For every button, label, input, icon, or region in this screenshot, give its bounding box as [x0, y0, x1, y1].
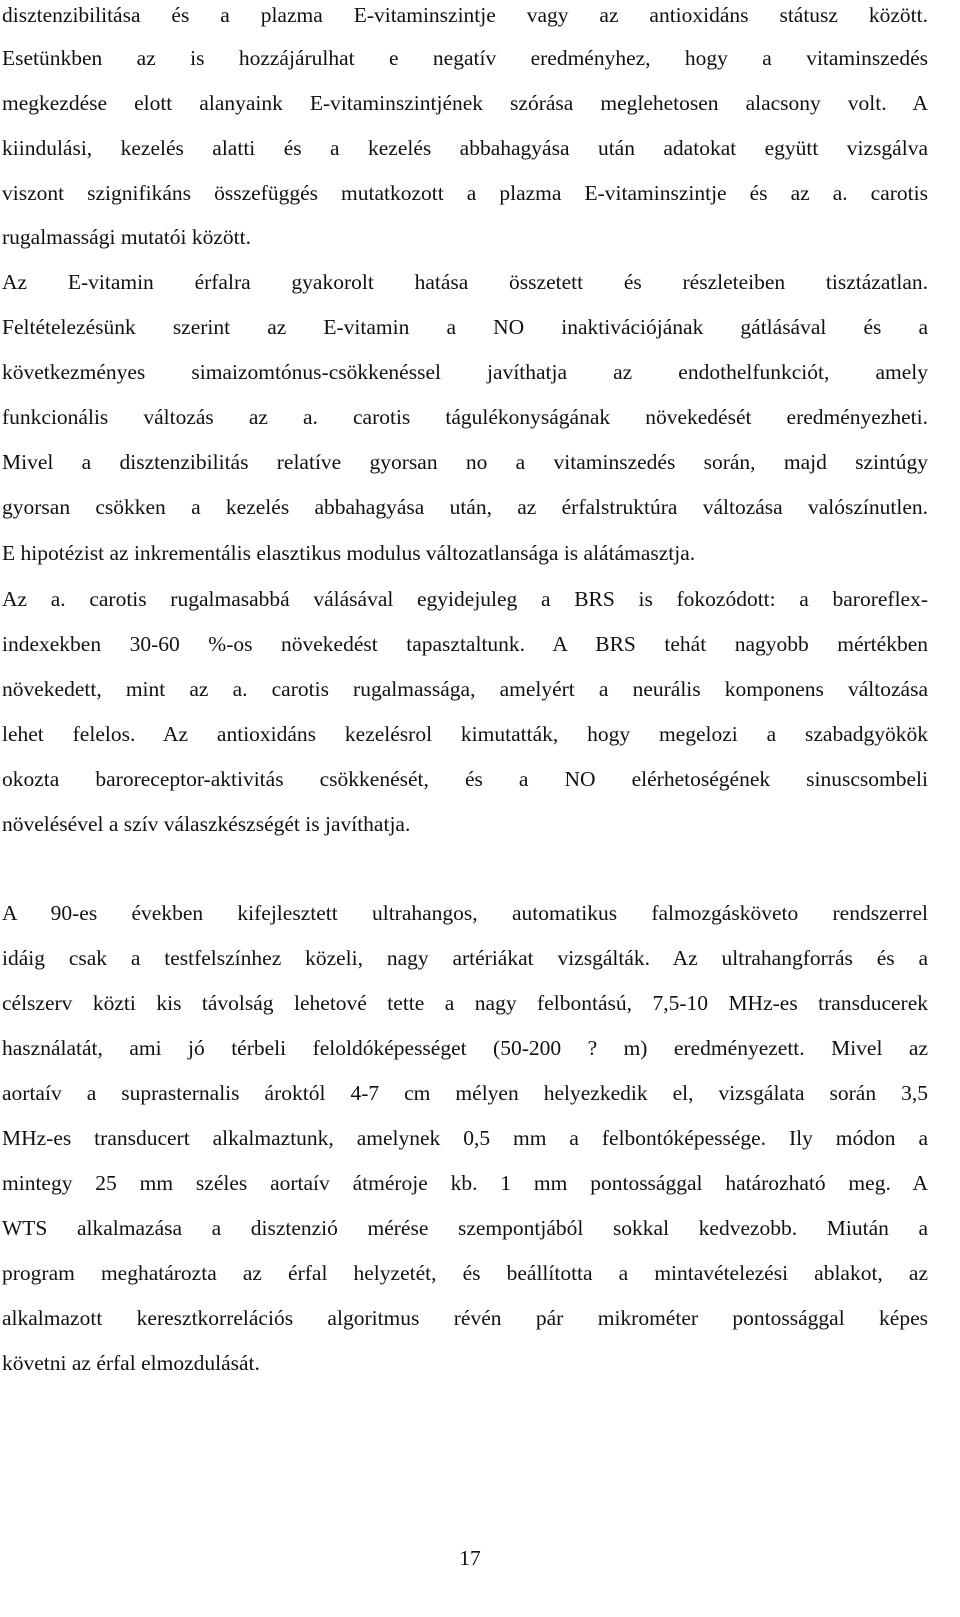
text-line: gyorsan csökken a kezelés abbahagyása után, az érfalstruktúra változása valószínutlen. [2, 495, 928, 519]
text-line: Mivel a disztenzibilitás relatíve gyorsan no a vitaminszedés során, majd szintúgy [2, 450, 928, 474]
text-line: E hipotézist az inkrementális elasztikus modulus változatlansága is alátámasztja. [2, 541, 696, 565]
text-line: követni az érfal elmozdulását. [2, 1351, 260, 1375]
text-line: következményes simaizomtónus-csökkenéssel javíthatja az endothelfunkciót, amely [2, 360, 928, 384]
text-line: kiindulási, kezelés alatti és a kezelés abbahagyása után adatokat együtt vizsgálva [2, 136, 928, 160]
text-line: mintegy 25 mm széles aortaív átméroje kb. 1 mm pontossággal határozható meg. A [2, 1171, 928, 1195]
text-line: Esetünkben az is hozzájárulhat e negatív eredményhez, hogy a vitaminszedés [2, 46, 928, 70]
text-line: növelésével a szív válaszkészségét is javíthatja. [2, 812, 411, 836]
text-line: indexekben 30-60 %-os növekedést tapasztaltunk. A BRS tehát nagyobb mértékben [2, 632, 928, 656]
text-line: növekedett, mint az a. carotis rugalmassága, amelyért a neurális komponens változása [2, 677, 928, 701]
text-line: idáig csak a testfelszínhez közeli, nagy artériákat vizsgálták. Az ultrahangforrás és a [2, 946, 928, 970]
text-line: Az E-vitamin érfalra gyakorolt hatása összetett és részleteiben tisztázatlan. [2, 270, 928, 294]
text-line: rugalmassági mutatói között. [2, 225, 251, 249]
text-line: okozta baroreceptor-aktivitás csökkenését, és a NO elérhetoségének sinuscsombeli [2, 767, 928, 791]
text-line: célszerv közti kis távolság lehetové tette a nagy felbontású, 7,5-10 MHz-es transducerek [2, 991, 928, 1015]
text-line: megkezdése elott alanyaink E-vitaminszintjének szórása meglehetosen alacsony volt. A [2, 91, 928, 115]
text-line: Az a. carotis rugalmasabbá válásával egyidejuleg a BRS is fokozódott: a baroreflex- [2, 587, 928, 611]
text-line: WTS alkalmazása a disztenzió mérése szempontjából sokkal kedvezobb. Miután a [2, 1216, 928, 1240]
page-number: 17 [459, 1546, 481, 1570]
text-line: viszont szignifikáns összefüggés mutatkozott a plazma E-vitaminszintje és az a. carotis [2, 181, 928, 205]
text-line: Feltételezésünk szerint az E-vitamin a NO inaktivációjának gátlásával és a [2, 315, 928, 339]
text-line: lehet felelos. Az antioxidáns kezelésrol kimutatták, hogy megelozi a szabadgyökök [2, 722, 928, 746]
text-line: aortaív a suprasternalis ároktól 4-7 cm mélyen helyezkedik el, vizsgálata során 3,5 [2, 1081, 928, 1105]
text-line: használatát, ami jó térbeli feloldóképességet (50-200 ? m) eredményezett. Mivel az [2, 1036, 928, 1060]
text-line: A 90-es években kifejlesztett ultrahangos, automatikus falmozgásköveto rendszerrel [2, 901, 928, 925]
text-line: disztenzibilitása és a plazma E-vitaminszintje vagy az antioxidáns státusz között. [2, 3, 928, 27]
text-line: program meghatározta az érfal helyzetét, és beállította a mintavételezési ablakot, az [2, 1261, 928, 1285]
text-line: MHz-es transducert alkalmaztunk, amelynek 0,5 mm a felbontóképessége. Ily módon a [2, 1126, 928, 1150]
text-line: funkcionális változás az a. carotis tágulékonyságának növekedését eredményezheti. [2, 405, 928, 429]
text-line: alkalmazott keresztkorrelációs algoritmus révén pár mikrométer pontossággal képes [2, 1306, 928, 1330]
